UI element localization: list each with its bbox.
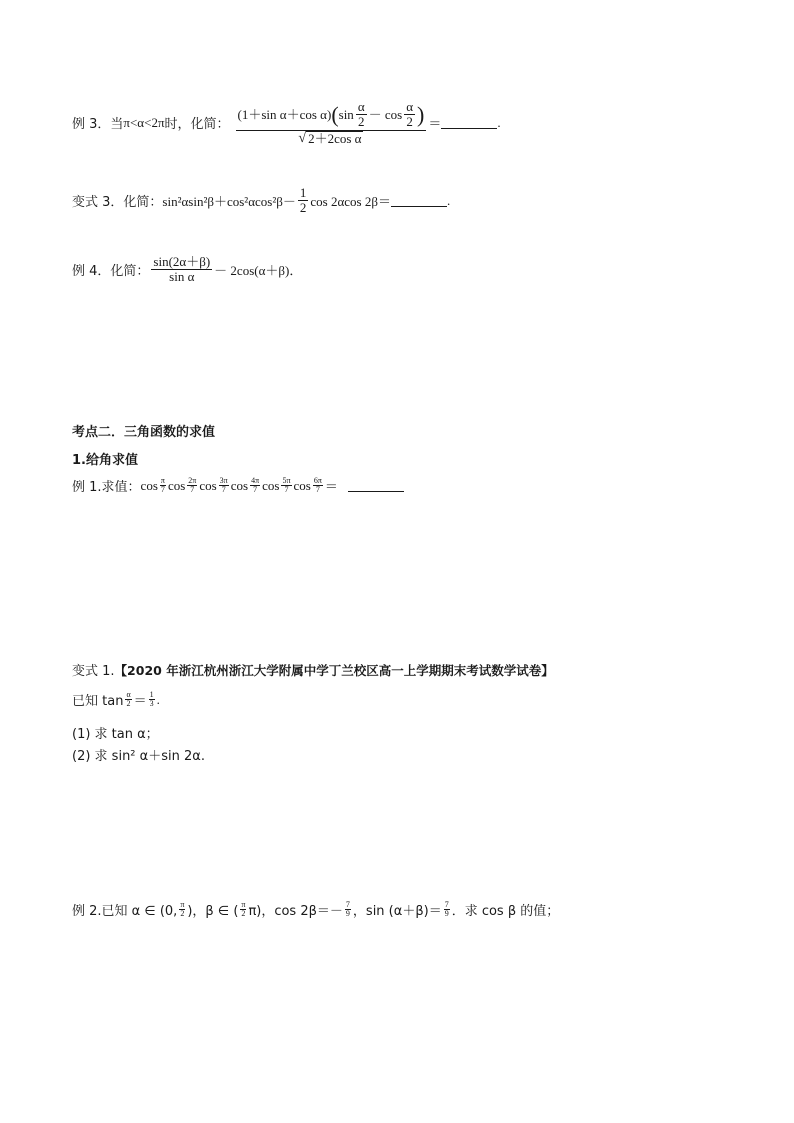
section-title: 考点二．三角函数的求值: [72, 425, 216, 440]
alpha-over-2: $\frac{\alpha}{2}$: [126, 690, 131, 708]
sqrt-symbol: √ 2＋2cos α: [298, 130, 362, 146]
3pi-over-7: $\frac{3\pi}{7}$: [219, 476, 228, 494]
minus-cos-text: － cos: [368, 106, 403, 122]
variant-1-source: 【2020 年浙江杭州浙江大学附属中学丁兰校区高一上学期期末考试数学试卷】: [114, 662, 554, 678]
variant-1-label: 变式 1.: [72, 664, 115, 679]
alpha-over-2-b: $\frac{\alpha}{2}$: [406, 99, 414, 130]
example-3-fraction: [236, 100, 427, 146]
numerator-factor-1: (1＋sin α＋cos α): [237, 106, 332, 122]
example-1-label: 例 1.求值：: [72, 480, 141, 495]
half-fraction: $\frac{1}{2}$: [299, 185, 307, 216]
example-3-equals: ＝: [428, 116, 442, 132]
variant-3-label: 变式 3．化简：: [72, 195, 163, 211]
5pi-over-7: $\frac{5\pi}{7}$: [282, 476, 291, 494]
example-4-rest: － 2cos(α＋β)．: [214, 263, 303, 279]
4pi-over-7: $\frac{4\pi}{7}$: [251, 476, 260, 494]
answer-blank-2[interactable]: [391, 194, 447, 207]
example-3: 例 3．当 π<α<2π 时，化简： (1＋sin α＋cos α) ( sin $\frac{\alpha}{2}$ － cos $\frac{\alpha}{2}$ ) √ 2＋2cos α ＝ .: [72, 99, 501, 146]
example-3-suffix: 时，化简：: [164, 117, 230, 133]
example-1: 例 1.求值： cos $\frac{\pi}{7}$ cos $\frac{2\pi}{7}$ cos $\frac{3\pi}{7}$ cos $\frac{4\pi}{7}$ cos $\frac{5\pi}{7}$ cos $\frac{6\pi}{7}$ ＝: [72, 476, 404, 495]
2pi-over-7: $\frac{2\pi}{7}$: [188, 476, 197, 494]
subsection-heading: [72, 449, 138, 468]
variant-1-question-2: (2) 求 sin² α＋sin 2α.: [72, 749, 205, 764]
example-4: [72, 255, 302, 285]
example-3-condition: π<α<2π: [123, 114, 165, 130]
section-heading: [72, 421, 215, 440]
example-3-denominator: [296, 131, 365, 146]
answer-blank-3[interactable]: [348, 479, 404, 492]
example-3-numerator: [236, 100, 427, 130]
alpha-over-2-a: $\frac{\alpha}{2}$: [357, 99, 365, 130]
sin-text: sin: [338, 106, 354, 122]
example-4-label: 例 4．化简：: [72, 264, 150, 280]
variant-3-expr-2: cos 2αcos 2β＝: [310, 194, 391, 210]
answer-blank-1[interactable]: [441, 116, 497, 129]
6pi-over-7: $\frac{6\pi}{7}$: [313, 476, 322, 494]
left-paren: (: [331, 101, 339, 127]
right-paren: ): [417, 101, 425, 127]
pi-over-7: $\frac{\pi}{7}$: [160, 476, 165, 494]
example-3-label: 例 3．当: [72, 117, 124, 133]
example-4-fraction: $\frac{\sin(2\alpha+\beta)}{\text{sin α}}$: [153, 254, 211, 285]
subsection-title: 1.给角求值: [72, 453, 138, 468]
variant-1-question-1: (1) 求 tan α；: [72, 727, 159, 742]
example-2: 例 2.已知 α ∈ (0, $\frac{\pi}{2}$ )，β ∈ ( $\frac{\pi}{2}$ π)，cos 2β＝－ $\frac{7}{9}$ ，sin (α＋β)＝ $\frac{7}{9}$ ．求 cos β 的值；: [72, 900, 560, 919]
variant-3-expr-1: sin²αsin²β＋cos²αcos²β－: [162, 194, 296, 210]
variant-1-given: 已知 tan $\frac{\alpha}{2}$ ＝ $\frac{1}{3}$ .: [72, 690, 160, 709]
example-2-label: 例 2.已知 α ∈ (0,: [72, 904, 178, 919]
variant-1-header: [72, 660, 554, 679]
variant-3: 变式 3．化简： sin²αsin²β＋cos²αcos²β－ $\frac{1}{2}$ cos 2αcos 2β＝ .: [72, 185, 451, 216]
one-third: $\frac{1}{3}$: [149, 690, 154, 708]
